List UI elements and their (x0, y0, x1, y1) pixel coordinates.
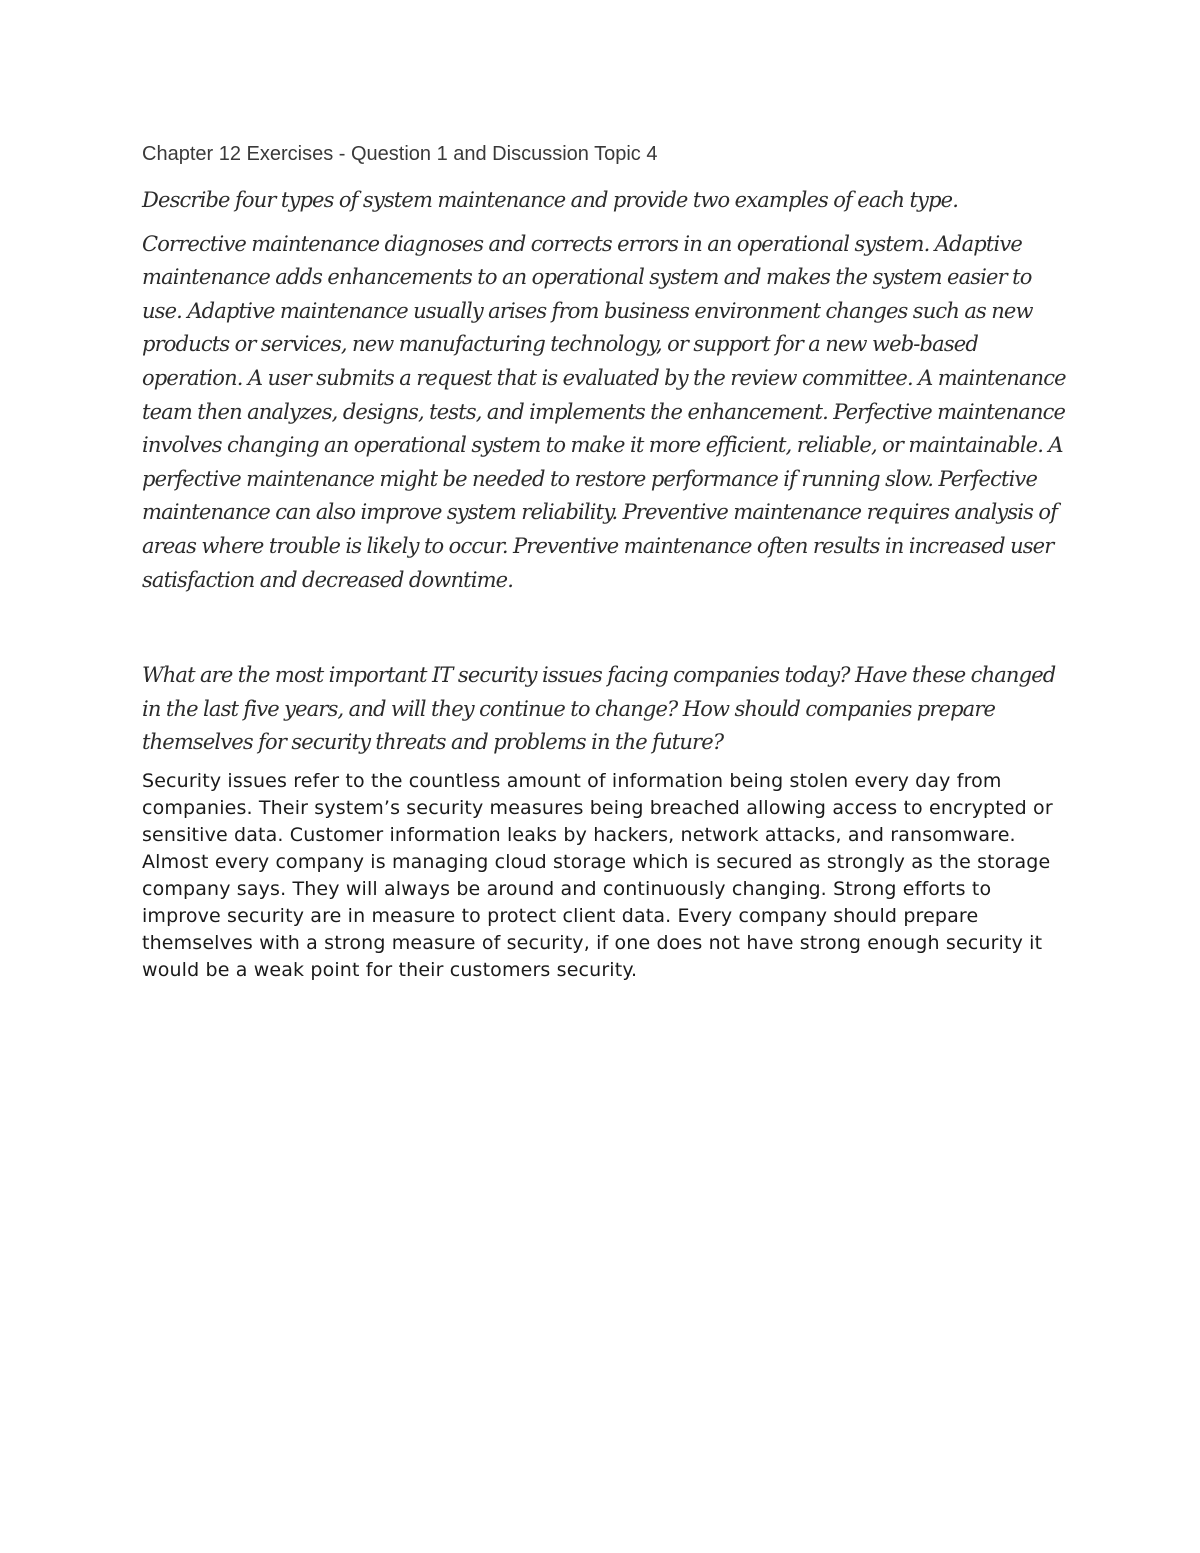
question-2: What are the most important IT security issues facing companies today? Have these changed in the last five years, and will they continue to change? How should companies prepare themselves for security threats and problems in the future? (142, 663, 1056, 755)
answer-1: Corrective maintenance diagnoses and corrects errors in an operational system. Adaptive maintenance adds enhancements to an operational system and makes the system easier to use. Adaptive maintenance usually arises from business environment changes such as new products or services, new manufacturing technology, or support for a new web-based operation. A user submits a request that is evaluated by the review committee. A maintenance team then analyzes, designs, tests, and implements the enhancement. Perfective maintenance involves changing an operational system to make it more efficient, reliable, or maintainable. A perfective maintenance might be needed to restore performance if running slow. Perfective maintenance can also improve system reliability. Preventive maintenance requires analysis of areas where trouble is likely to occur. Preventive maintenance often results in increased user satisfaction and decreased downtime. (142, 231, 1066, 592)
answer-2: Security issues refer to the countless amount of information being stolen every day from companies. Their system’s security measures being breached allowing access to encrypted or sensitive data. Customer information leaks by hackers, network attacks, and ransomware. Almost every company is managing cloud storage which is secured as strongly as the storage company says. They will always be around and continuously changing. Strong efforts to improve security are in measure to protect client data. Every company should prepare themselves with a strong measure of security, if one does not have strong enough security it would be a weak point for their customers security. (142, 769, 1053, 981)
document-body (142, 140, 1072, 984)
question-1: Describe four types of system maintenance and provide two examples of each type. (142, 188, 959, 212)
document-heading: Chapter 12 Exercises - Question 1 and Discussion Topic 4 (142, 143, 658, 165)
